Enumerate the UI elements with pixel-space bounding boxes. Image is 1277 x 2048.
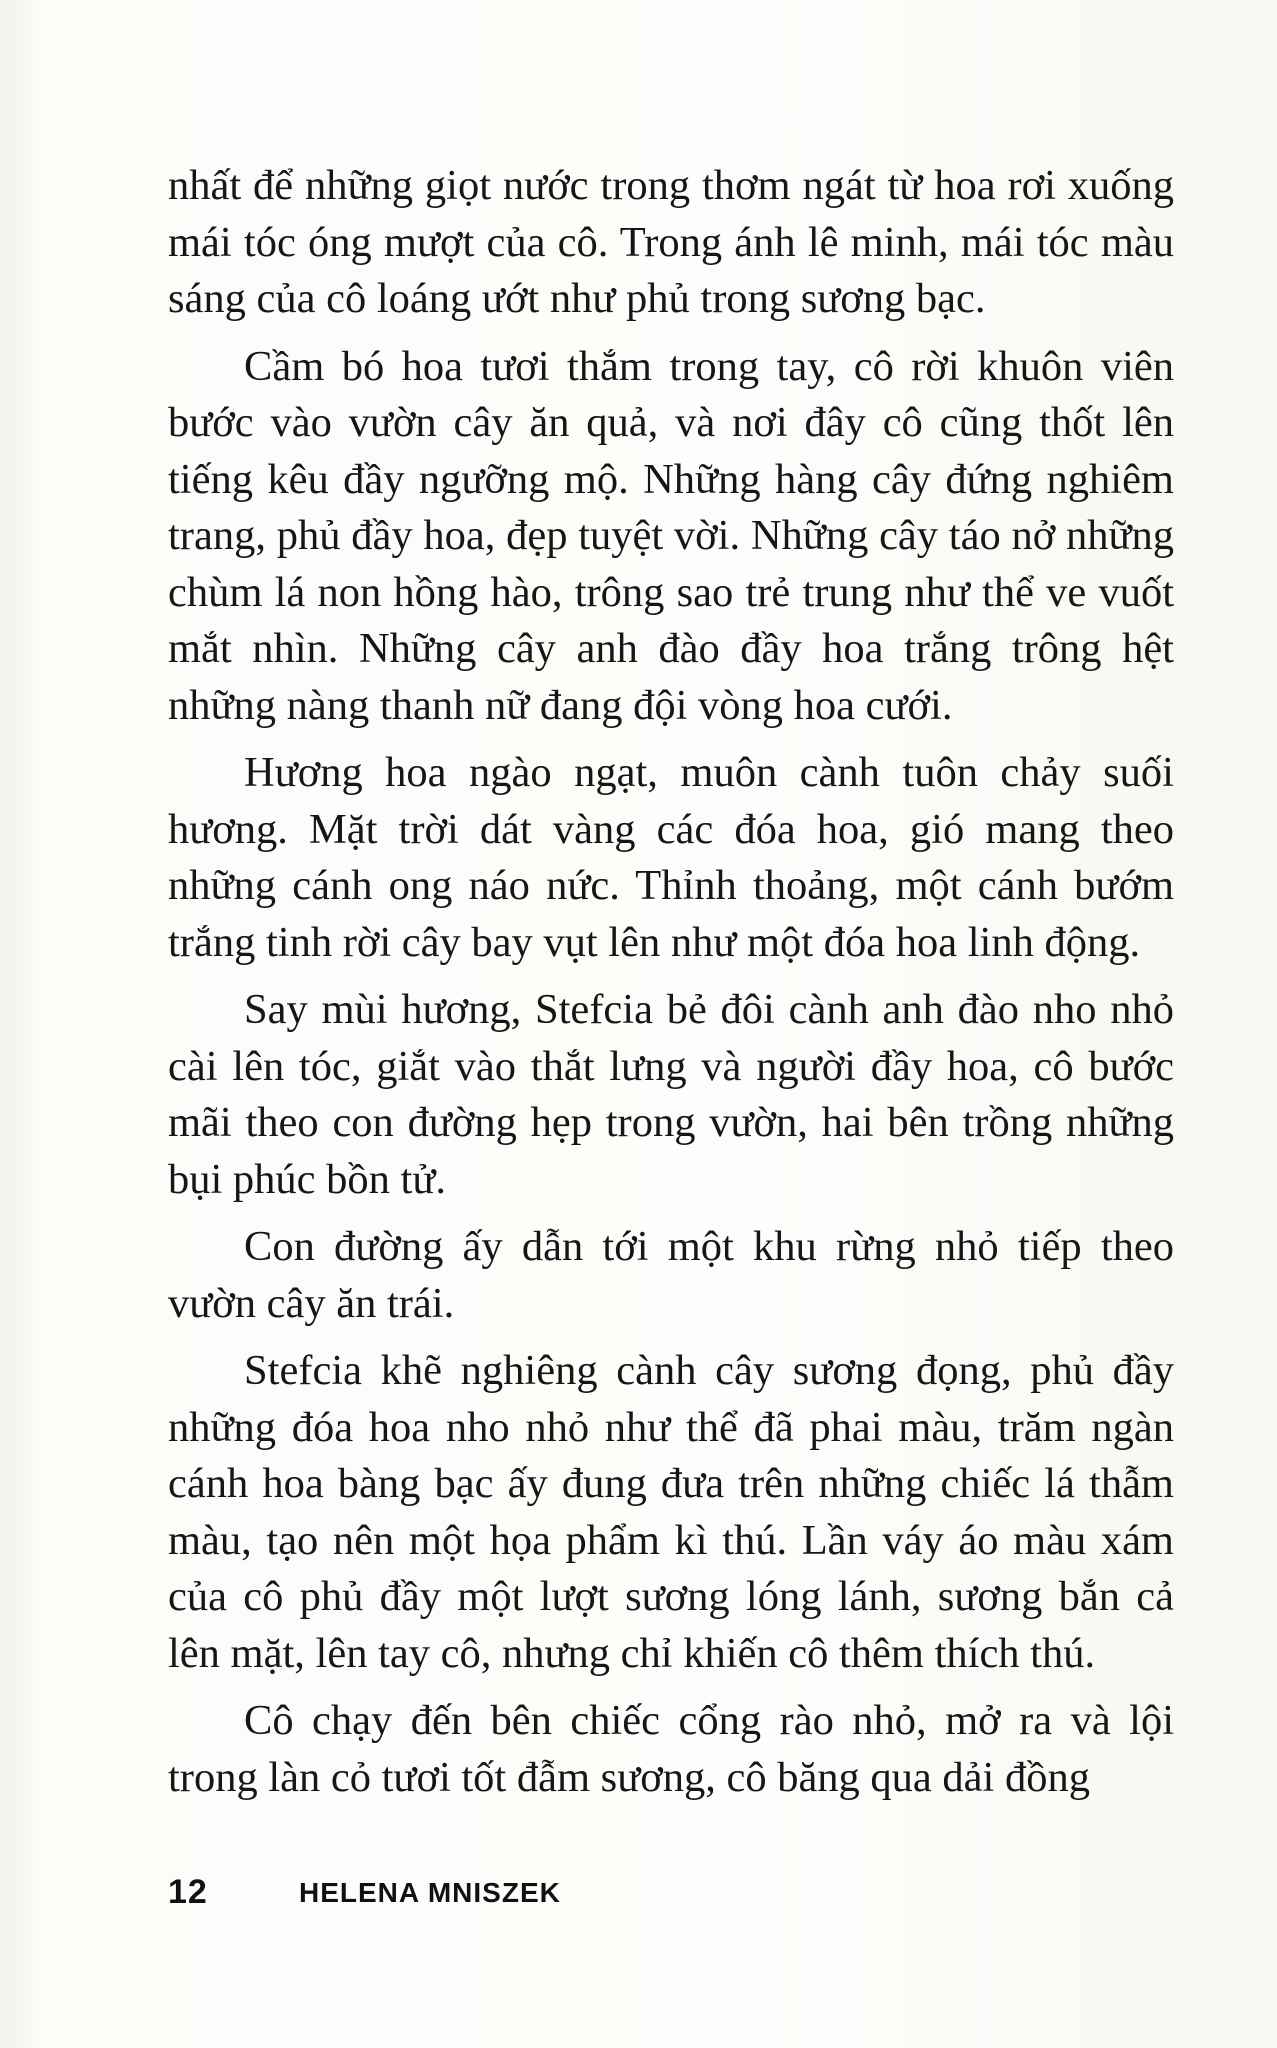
paragraph-fragrance: Hương hoa ngào ngạt, muôn cành tuôn chảy suối hương. Mặt trời dát vàng các đóa hoa, gió mang theo những cánh ong náo nức. Thỉnh thoảng, một cánh bướm trắng tinh rời cây bay vụt lên như một đóa hoa linh động. [168, 749, 1174, 966]
paragraph-path-to-grove: Con đường ấy dẫn tới một khu rừng nhỏ tiếp theo vườn cây ăn trái. [168, 1223, 1174, 1327]
page-body-text [168, 158, 1174, 1817]
paragraph-gate: Cô chạy đến bên chiếc cổng rào nhỏ, mở ra và lội trong làn cỏ tươi tốt đẫm sương, cô băng qua dải đồng [168, 1697, 1174, 1801]
paragraph-orchard: Cầm bó hoa tươi thắm trong tay, cô rời khuôn viên bước vào vườn cây ăn quả, và nơi đây cô cũng thốt lên tiếng kêu đầy ngưỡng mộ. Những hàng cây đứng nghiêm trang, phủ đầy hoa, đẹp tuyệt vời. Những cây táo nở những chùm lá non hồng hào, trông sao trẻ trung như thể ve vuốt mắt nhìn. Những cây anh đào đầy hoa trắng trông hệt những nàng thanh nữ đang đội vòng hoa cưới. [168, 342, 1174, 729]
paragraph-continuation: nhất để những giọt nước trong thơm ngát từ hoa rơi xuống mái tóc óng mượt của cô. Trong ánh lê minh, mái tóc màu sáng của cô loáng ướt như phủ trong sương bạc. [168, 162, 1174, 322]
page-number: 12 [168, 1873, 208, 1911]
paragraph-dewy-branches: Stefcia khẽ nghiêng cành cây sương đọng, phủ đầy những đóa hoa nho nhỏ như thể đã phai màu, trăm ngàn cánh hoa bàng bạc ấy đung đưa trên những chiếc lá thẫm màu, tạo nên một họa phẩm kì thú. Lần váy áo màu xám của cô phủ đầy một lượt sương lóng lánh, sương bắn cả lên mặt, lên tay cô, nhưng chỉ khiến cô thêm thích thú. [168, 1347, 1174, 1677]
paragraph-stefcia-cherry-branches: Say mùi hương, Stefcia bẻ đôi cành anh đào nho nhỏ cài lên tóc, giắt vào thắt lưng và người đầy hoa, cô bước mãi theo con đường hẹp trong vườn, hai bên trồng những bụi phúc bồn tử. [168, 986, 1174, 1203]
running-footer-author: HELENA MNISZEK [299, 1877, 561, 1908]
